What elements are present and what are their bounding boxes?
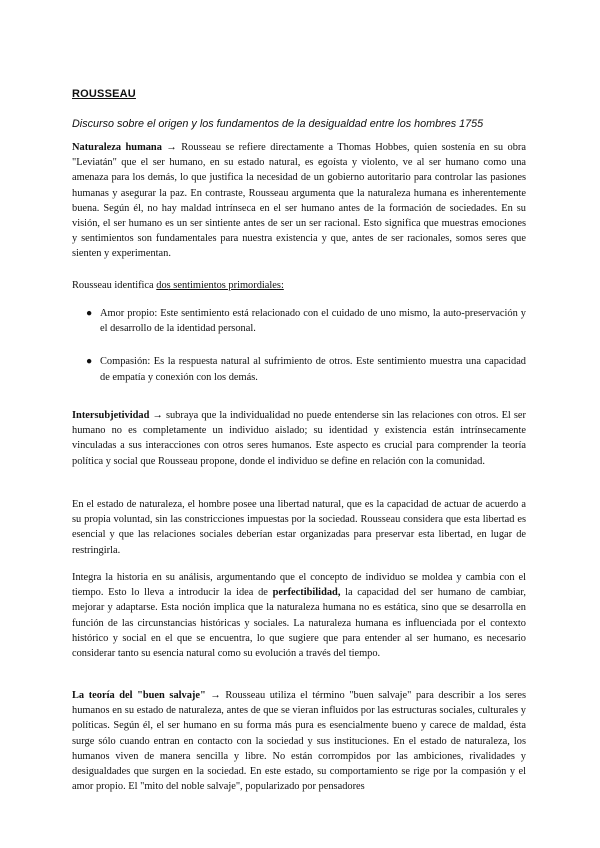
list-item bbox=[88, 354, 526, 384]
term-naturaleza-humana: Naturaleza humana bbox=[72, 142, 162, 153]
term-intersubjetividad: Intersubjetividad bbox=[72, 410, 150, 421]
paragraph-text: subraya que la individualidad no puede entenderse sin las relaciones con otros. El ser humano no es completamente un individuo aislado; su identidad y existencia están intrínsecamente vinculadas a sus interacciones con otros seres humanos. Este aspecto es crucial para comprender la teoría política y social que Rousseau propone, donde el individuo se define en relación con la comunidad. bbox=[72, 410, 526, 467]
paragraph-text: En el estado de naturaleza, el hombre posee una libertad natural, que es la capacidad de actuar de acuerdo a su propia voluntad, sin las constricciones impuestas por la sociedad. Rousseau considera que esta libertad es esencial y que las relaciones sociales deberían estar organizadas para preservar esta libertad, en lugar de restringirla. bbox=[72, 499, 526, 556]
sentimientos-list bbox=[72, 306, 526, 385]
intro-underlined: dos sentimientos primordiales: bbox=[156, 280, 284, 291]
arrow-icon: → bbox=[161, 142, 182, 153]
paragraph-estado-naturaleza bbox=[72, 497, 526, 558]
sentimientos-intro bbox=[72, 278, 526, 293]
term-buen-salvaje: La teoría del "buen salvaje" bbox=[72, 690, 206, 701]
paragraph-historia bbox=[72, 570, 526, 661]
paragraph-text: Rousseau se refiere directamente a Thomas Hobbes, quien sostenía en su obra "Leviatán" que el ser humano, en su estado natural, es egoísta y violento, ve al ser humano como una amenaza para los demás, lo que justifica la necesidad de un gobierno autoritario para controlar las pasiones humanas y asegurar la paz. En contraste, Rousseau argumenta que la naturaleza humana es inherentemente buena. Según él, no hay maldad intrínseca en el ser humano antes de la formación de sociedades. En su visión, el ser humano es un ser sintiente antes de ser un ser racional. Esto significa que muestras emociones y sentimientos son fundamentales para nuestra existencia y que, antes de ser racionales, somos seres que sienten y experimentan. bbox=[72, 142, 526, 260]
page-title: ROUSSEAU bbox=[72, 88, 136, 100]
term-perfectibilidad: perfectibilidad, bbox=[272, 587, 341, 599]
paragraph-text: la capacidad del ser humano de cambiar, mejorar y adaptarse. Esta noción implica que la naturaleza humana no es estática, sino que se desarrolla en función de las circunstancias históricas y sociales. La naturaleza humana es influenciada por el contexto histórico y social en el que se encuentra, lo que sugiere que para entender al ser humano, es necesario considerar tanto su esencia natural como su evolución a través del tiempo. bbox=[72, 587, 526, 660]
paragraph-intersubjetividad bbox=[72, 408, 526, 469]
bullet-icon: ● bbox=[86, 356, 93, 368]
list-item bbox=[88, 306, 526, 336]
arrow-icon: → bbox=[149, 410, 166, 421]
paragraph-buen-salvaje bbox=[72, 688, 526, 794]
arrow-icon: → bbox=[205, 690, 226, 701]
paragraph-text: Rousseau utiliza el término "buen salvaje" para describir a los seres humanos en su estado de naturaleza, antes de que se vieran influidos por las estructuras sociales, culturales y políticas. Según él, el ser humano en su forma más pura es esencialmente bueno y carece de maldad, ésta surge sólo cuando entran en contacto con la sociedad y sus instituciones. En el estado de naturaleza, los humanos viven de manera sencilla y libre. No están corrompidos por las ambiciones, rivalidades y desigualdades que surgen en la sociedad. En este estado, su comportamiento se rige por la compasión y el amor propio. El "mito del noble salvaje", popularizado por pensadores bbox=[72, 690, 526, 793]
paragraph-naturaleza-humana bbox=[72, 140, 526, 262]
list-item-text: Amor propio: Este sentimiento está relacionado con el cuidado de uno mismo, la auto-preservación y el desarrollo de la identidad personal. bbox=[100, 308, 526, 335]
intro-text: Rousseau identifica bbox=[72, 280, 157, 291]
bullet-icon: ● bbox=[86, 308, 93, 319]
page-subtitle: Discurso sobre el origen y los fundamentos de la desigualdad entre los hombres 1755 bbox=[72, 118, 484, 130]
paragraph-text: Integra la historia en su análisis, argumentando que el concepto de individuo se moldea y cambia con el tiempo. Esto lo lleva a introducir la idea de bbox=[72, 572, 526, 599]
list-item-text: Compasión: Es la respuesta natural al sufrimiento de otros. Este sentimiento muestra una capacidad de empatía y conexión con los demás. bbox=[100, 356, 526, 383]
